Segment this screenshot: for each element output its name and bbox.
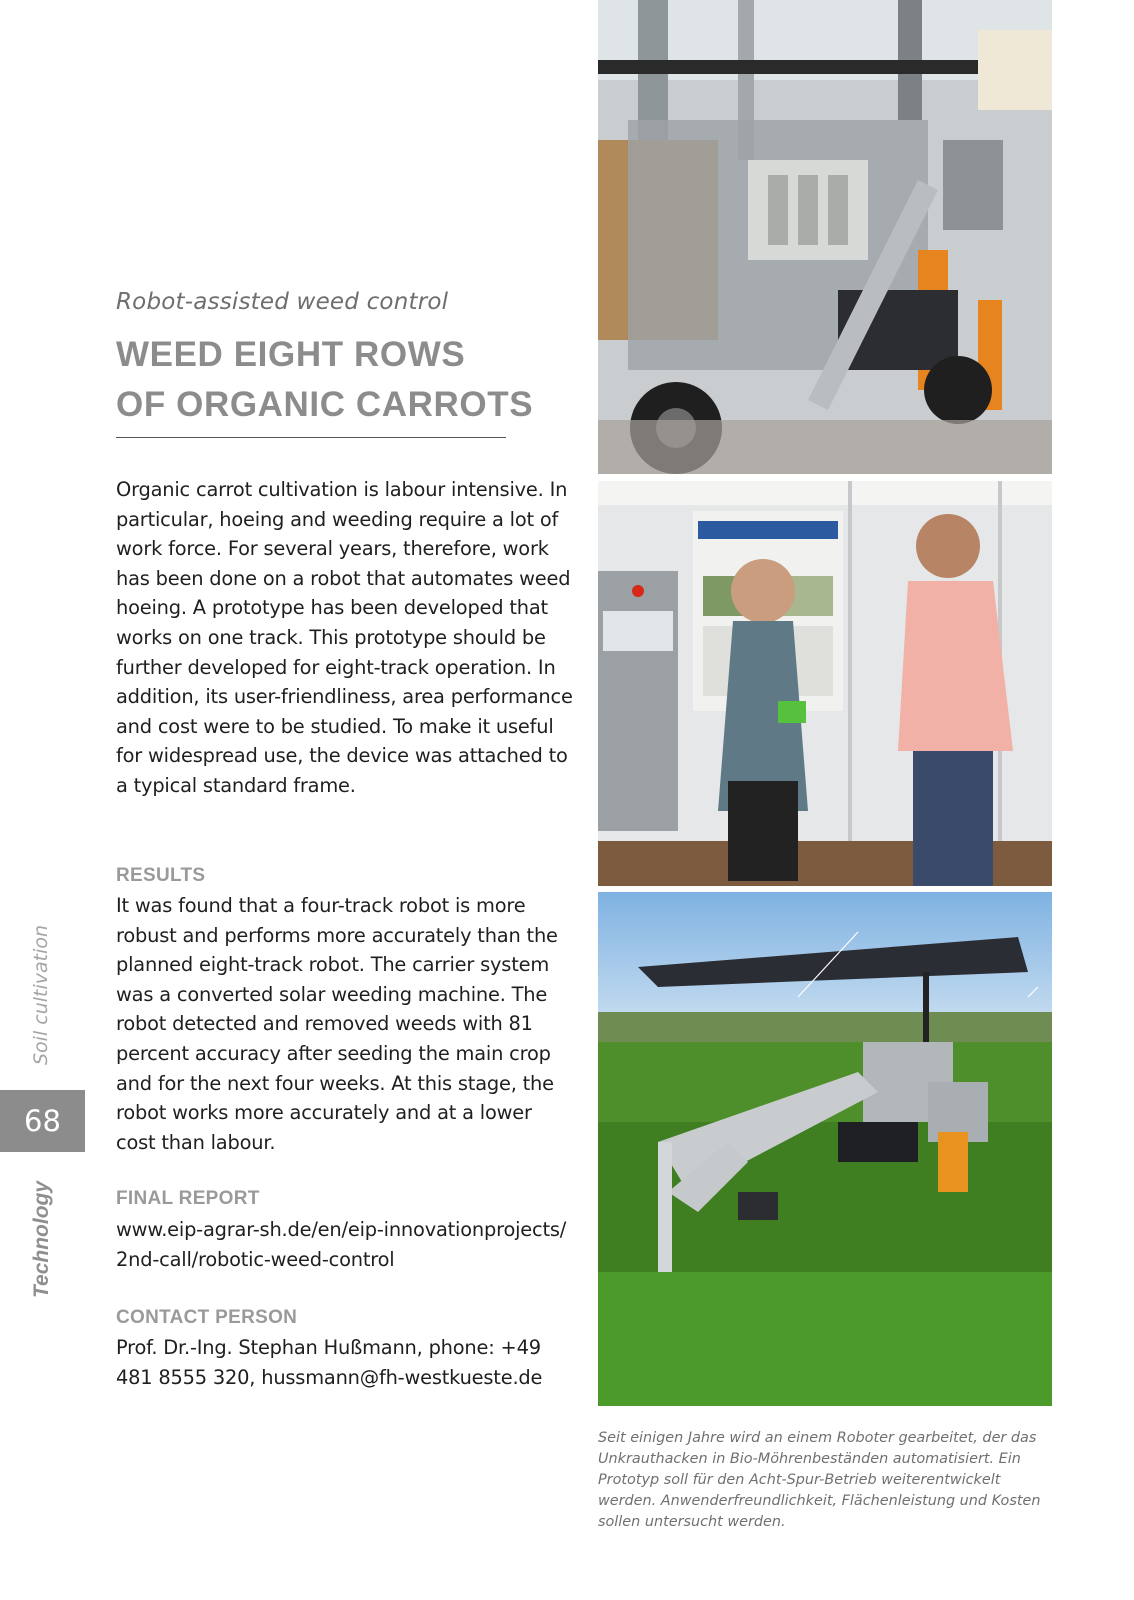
final-report-link[interactable] (116, 1215, 576, 1274)
article-title (116, 330, 536, 430)
category-label: Soil cultivation (30, 924, 52, 1065)
contact-details: Prof. Dr.-Ing. Stephan Hußmann, phone: +49 481 8555 320, hussmann@fh-westkueste.de (116, 1336, 543, 1389)
contact-heading: CONTACT PERSON (116, 1307, 298, 1328)
title-line-1: WEED EIGHT ROWS (116, 335, 466, 374)
final-report-link-line-1[interactable]: www.eip-agrar-sh.de/en/eip-innovationprojects/ (116, 1218, 567, 1241)
final-report-heading: FINAL REPORT (116, 1188, 260, 1209)
exhibition-booth-photo (598, 481, 1052, 886)
results-heading: RESULTS (116, 865, 206, 886)
intro-paragraph: Organic carrot cultivation is labour intensive. In particular, hoeing and weeding require a lot of work force. For several years, therefore, work has been done on a robot that automates weed hoeing. A prototype has been developed that works on one track. This prototype should be further developed for eight-track operation. In addition, its user-friendliness, area performance and cost were to be studied. To make it useful for widespread use, the device was attached to a typical standard frame. (116, 478, 573, 797)
article-subtitle: Robot-assisted weed control (116, 289, 449, 315)
carrot-field-robot-photo (598, 892, 1052, 1406)
title-line-2: OF ORGANIC CARROTS (116, 385, 534, 424)
robot-workshop-photo (598, 0, 1052, 474)
page-number-box (0, 1090, 85, 1152)
title-divider (116, 437, 506, 438)
final-report-link-line-2[interactable]: 2nd-call/robotic-weed-control (116, 1247, 395, 1271)
section-label: Technology (30, 1180, 53, 1298)
photo-caption: Seit einigen Jahre wird an einem Roboter gearbeitet, der das Unkrauthacken in Bio-Möhrenbeständen automatisiert. Ein Prototyp soll für den Acht-Spur-Betrieb weiterentwickelt werden. Anwenderfreundlichkeit, Flächenleistung und Kosten sollen untersucht werden. (598, 1430, 1041, 1530)
page-number: 68 (24, 1104, 61, 1138)
results-paragraph: It was found that a four-track robot is more robust and performs more accurately than the planned eight-track robot. The carrier system was a converted solar weeding machine. The robot detected and removed weeds with 81 percent accuracy after seeding the main crop and for the next four weeks. At this stage, the robot works more accurately and at a lower cost than labour. (116, 894, 558, 1154)
